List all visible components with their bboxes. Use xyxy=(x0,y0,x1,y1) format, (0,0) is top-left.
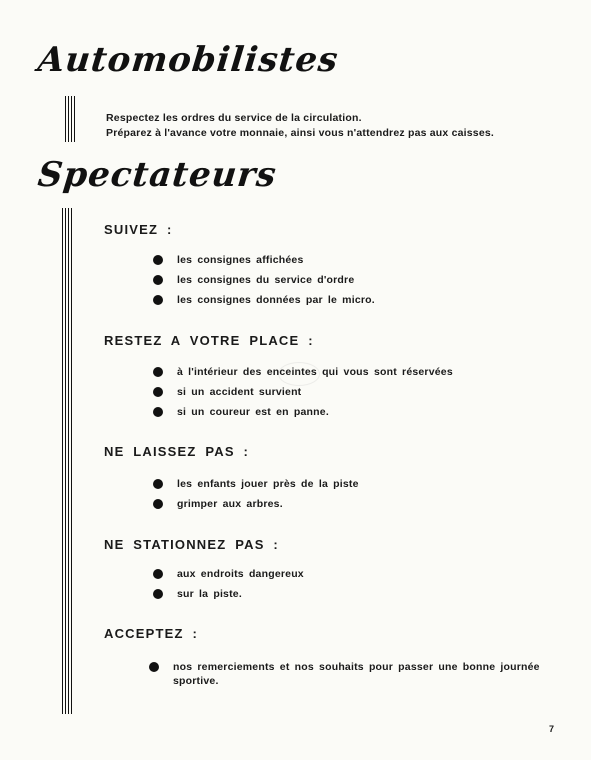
section-heading-acceptez: ACCEPTEZ : xyxy=(104,626,198,641)
section-heading-suivez: SUIVEZ : xyxy=(104,222,173,237)
bullet-icon xyxy=(149,662,159,672)
section-list-ne-laissez-pas xyxy=(153,474,359,514)
section-heading-restez: RESTEZ A VOTRE PLACE : xyxy=(104,333,314,348)
bullet-icon xyxy=(153,589,163,599)
list-item: les consignes du service d'ordre xyxy=(153,270,375,290)
automobilistes-margin-bars xyxy=(65,96,75,142)
list-item: aux endroits dangereux xyxy=(153,564,304,584)
stamp-watermark xyxy=(278,362,320,386)
section-heading-ne-stationnez-pas: NE STATIONNEZ PAS : xyxy=(104,537,279,552)
bullet-icon xyxy=(153,387,163,397)
list-item: si un coureur est en panne. xyxy=(153,402,453,422)
spectateurs-margin-bars xyxy=(62,208,72,714)
bullet-icon xyxy=(153,367,163,377)
list-item: les enfants jouer près de la piste xyxy=(153,474,359,494)
bullet-icon xyxy=(153,479,163,489)
list-item: les consignes données par le micro. xyxy=(153,290,375,310)
automobilistes-line: Respectez les ordres du service de la circulation. xyxy=(106,112,362,124)
bullet-icon xyxy=(153,407,163,417)
section-list-ne-stationnez-pas xyxy=(153,564,304,604)
list-item: grimper aux arbres. xyxy=(153,494,359,514)
list-item: les consignes affichées xyxy=(153,250,375,270)
automobilistes-line: Préparez à l'avance votre monnaie, ainsi vous n'attendrez pas aux caisses. xyxy=(106,127,495,139)
list-item: si un accident survient xyxy=(153,382,453,402)
bullet-icon xyxy=(153,569,163,579)
automobilistes-text xyxy=(106,111,494,141)
section-heading-ne-laissez-pas: NE LAISSEZ PAS : xyxy=(104,444,250,459)
list-item: sur la piste. xyxy=(153,584,304,604)
section-list-acceptez xyxy=(149,660,559,688)
list-item: à l'intérieur des enceintes qui vous sont réservées xyxy=(153,362,453,382)
bullet-icon xyxy=(153,295,163,305)
bullet-icon xyxy=(153,499,163,509)
bullet-icon xyxy=(153,275,163,285)
page-number: 7 xyxy=(549,724,555,734)
automobilistes-title: Automobilistes xyxy=(35,40,341,80)
spectateurs-title: Spectateurs xyxy=(35,155,279,195)
section-list-suivez xyxy=(153,250,375,310)
bullet-icon xyxy=(153,255,163,265)
list-item: nos remerciements et nos souhaits pour passer une bonne journée sportive. xyxy=(149,660,559,688)
